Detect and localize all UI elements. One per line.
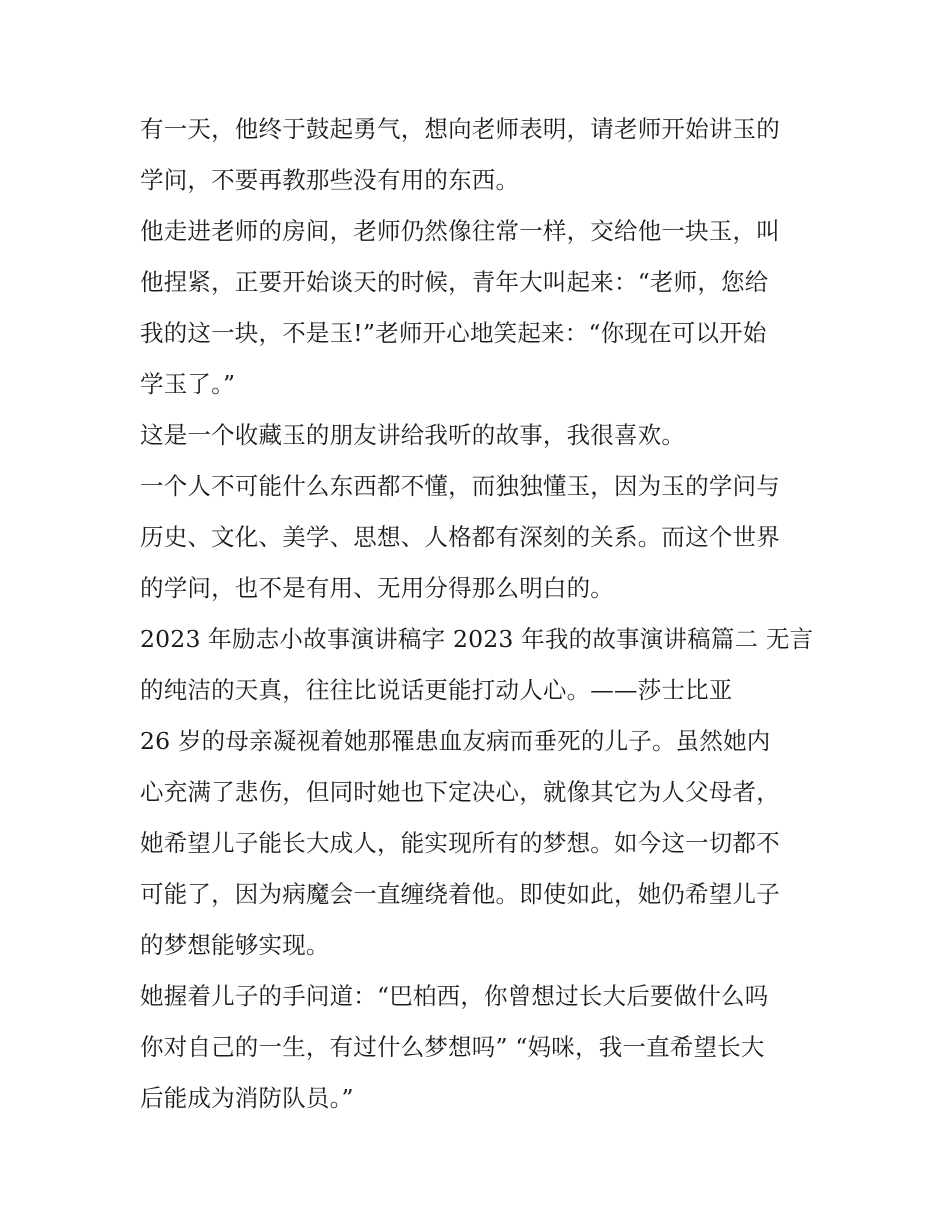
text-line: 2023 年励志小故事演讲稿字 2023 年我的故事演讲稿篇二 无言 (140, 625, 814, 653)
text-line: 26 岁的母亲凝视着她那罹患血友病而垂死的儿子。虽然她内 (140, 727, 771, 755)
text-line: 学玉了。” (140, 370, 236, 398)
text-line: 可能了，因为病魔会一直缠绕着他。即使如此，她仍希望儿子 (140, 880, 780, 908)
text-line: 这是一个收藏玉的朋友讲给我听的故事，我很喜欢。 (140, 421, 686, 449)
text-line: 学问，不要再教那些没有用的东西。 (140, 166, 520, 194)
document-body (140, 104, 815, 1124)
text-line: 我的这一块，不是玉!”老师开心地笑起来：“你现在可以开始 (140, 319, 767, 347)
text-line: 她握着儿子的手问道：“巴柏西，你曾想过长大后要做什么吗 (140, 982, 769, 1010)
text-line: 一个人不可能什么东西都不懂，而独独懂玉，因为玉的学问与 (140, 472, 780, 500)
text-line: 的学问，也不是有用、无用分得那么明白的。 (140, 574, 614, 602)
text-line: 你对自己的一生，有过什么梦想吗” “妈咪，我一直希望长大 (140, 1033, 765, 1061)
text-line: 他走进老师的房间，老师仍然像往常一样，交给他一块玉，叫 (140, 217, 780, 245)
text-line: 的梦想能够实现。 (140, 931, 330, 959)
text-line: 有一天，他终于鼓起勇气，想向老师表明，请老师开始讲玉的 (140, 115, 780, 143)
text-line: 她希望儿子能长大成人，能实现所有的梦想。如今这一切都不 (140, 829, 780, 857)
text-line: 历史、文化、美学、思想、人格都有深刻的关系。而这个世界 (140, 523, 780, 551)
text-line: 后能成为消防队员。” (140, 1084, 354, 1112)
text-line: 心充满了悲伤，但同时她也下定决心，就像其它为人父母者， (140, 778, 780, 806)
text-line: 的纯洁的天真，往往比说话更能打动人心。——莎士比亚 (140, 676, 733, 704)
text-line: 他捏紧，正要开始谈天的时候，青年大叫起来：“老师，您给 (140, 268, 769, 296)
